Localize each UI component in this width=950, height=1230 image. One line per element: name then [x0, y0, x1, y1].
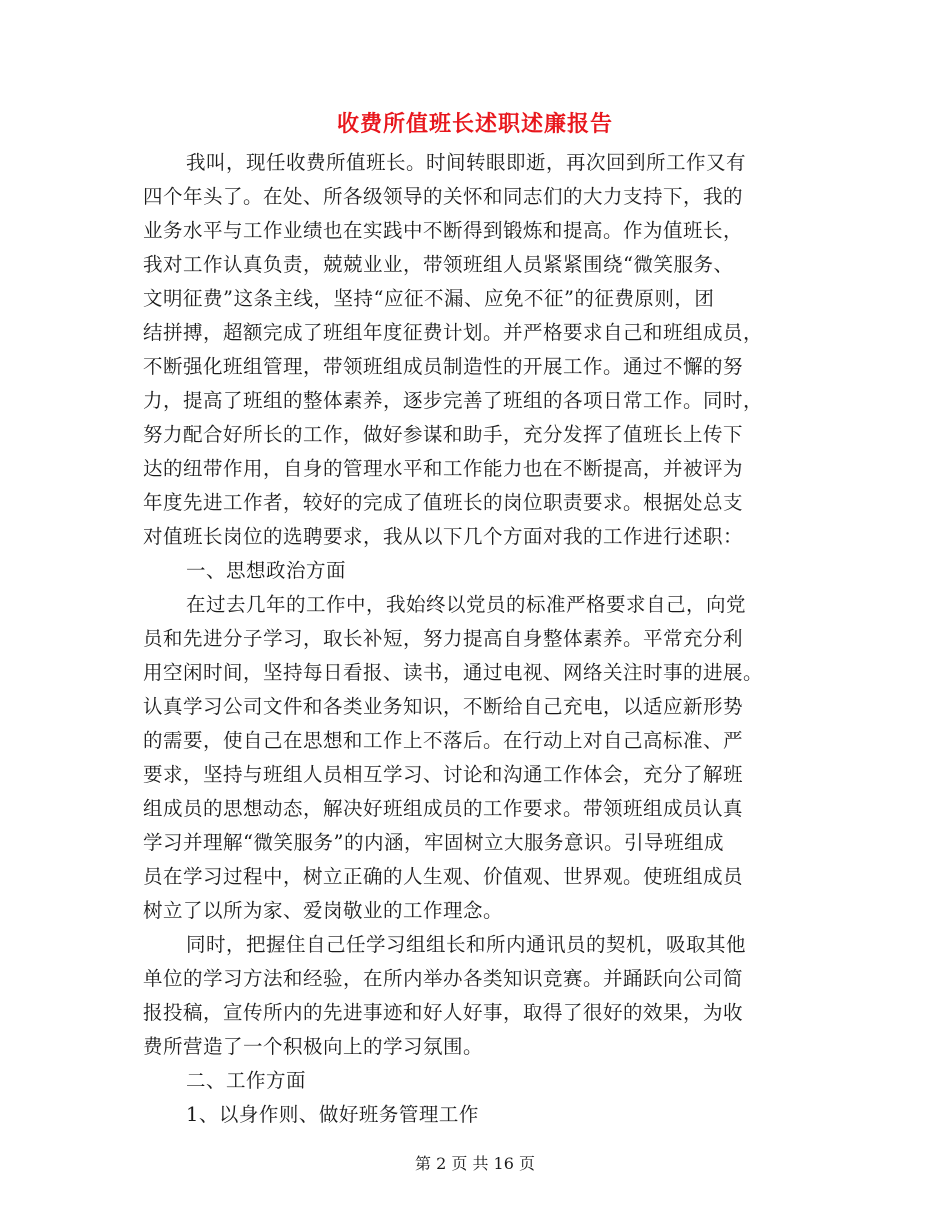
paragraph-line: 业务水平与工作业绩也在实践中不断得到锻炼和提高。作为值班长，: [143, 219, 744, 242]
paragraph-line: 员在学习过程中，树立正确的人生观、价值观、世界观。使班组成员: [143, 865, 744, 888]
document-title: 收费所值班长述职述廉报告: [336, 111, 613, 137]
paragraph-line: 树立了以所为家、爱岗敬业的工作理念。: [143, 899, 504, 922]
paragraph-line: 单位的学习方法和经验，在所内举办各类知识竞赛。并踊跃向公司简: [143, 967, 744, 990]
paragraph-line: 文明征费”这条主线，坚持“应征不漏、应免不征”的征费原则，团: [143, 287, 715, 310]
paragraph-line: 达的纽带作用，自身的管理水平和工作能力也在不断提高，并被评为: [143, 457, 744, 480]
paragraph-line: 力，提高了班组的整体素养，逐步完善了班组的各项日常工作。同时，: [143, 389, 764, 412]
paragraph-line: 我对工作认真负责，兢兢业业，带领班组人员紧紧围绕“微笑服务、: [143, 253, 734, 276]
paragraph-line: 要求，坚持与班组人员相互学习、讨论和沟通工作体会，充分了解班: [143, 763, 744, 786]
paragraph-line: 四个年头了。在处、所各级领导的关怀和同志们的大力支持下，我的: [143, 185, 744, 208]
section-heading: 二、工作方面: [186, 1069, 307, 1092]
paragraph-line: 结拼搏，超额完成了班组年度征费计划。并严格要求自己和班组成员，: [143, 321, 764, 344]
subsection-heading: 1、以身作则、做好班务管理工作: [186, 1103, 479, 1126]
paragraph-line: 费所营造了一个积极向上的学习氛围。: [143, 1035, 484, 1058]
paragraph-line: 学习并理解“微笑服务”的内涵，牢固树立大服务意识。引导班组成: [143, 831, 724, 854]
paragraph-line: 的需要，使自己在思想和工作上不落后。在行动上对自己高标准、严: [143, 729, 744, 752]
paragraph-line: 努力配合好所长的工作，做好参谋和助手，充分发挥了值班长上传下: [143, 423, 744, 446]
paragraph-line: 我叫，现任收费所值班长。时间转眼即逝，再次回到所工作又有: [186, 151, 747, 174]
page-number-footer: 第 2 页 共 16 页: [415, 1154, 535, 1173]
paragraph-line: 认真学习公司文件和各类业务知识，不断给自己充电，以适应新形势: [143, 695, 744, 718]
section-heading: 一、思想政治方面: [186, 559, 347, 582]
paragraph-line: 报投稿，宣传所内的先进事迹和好人好事，取得了很好的效果，为收: [143, 1001, 744, 1024]
paragraph-line: 同时，把握住自己任学习组组长和所内通讯员的契机，吸取其他: [186, 933, 747, 956]
paragraph-line: 在过去几年的工作中，我始终以党员的标准严格要求自己，向党: [186, 593, 747, 616]
paragraph-line: 对值班长岗位的选聘要求，我从以下几个方面对我的工作进行述职：: [143, 525, 744, 548]
paragraph-line: 年度先进工作者，较好的完成了值班长的岗位职责要求。根据处总支: [143, 491, 744, 514]
paragraph-line: 员和先进分子学习，取长补短，努力提高自身整体素养。平常充分利: [143, 627, 744, 650]
paragraph-line: 不断强化班组管理，带领班组成员制造性的开展工作。通过不懈的努: [143, 355, 744, 378]
paragraph-line: 用空闲时间，坚持每日看报、读书，通过电视、网络关注时事的进展。: [143, 661, 764, 684]
paragraph-line: 组成员的思想动态，解决好班组成员的工作要求。带领班组成员认真: [143, 797, 744, 820]
